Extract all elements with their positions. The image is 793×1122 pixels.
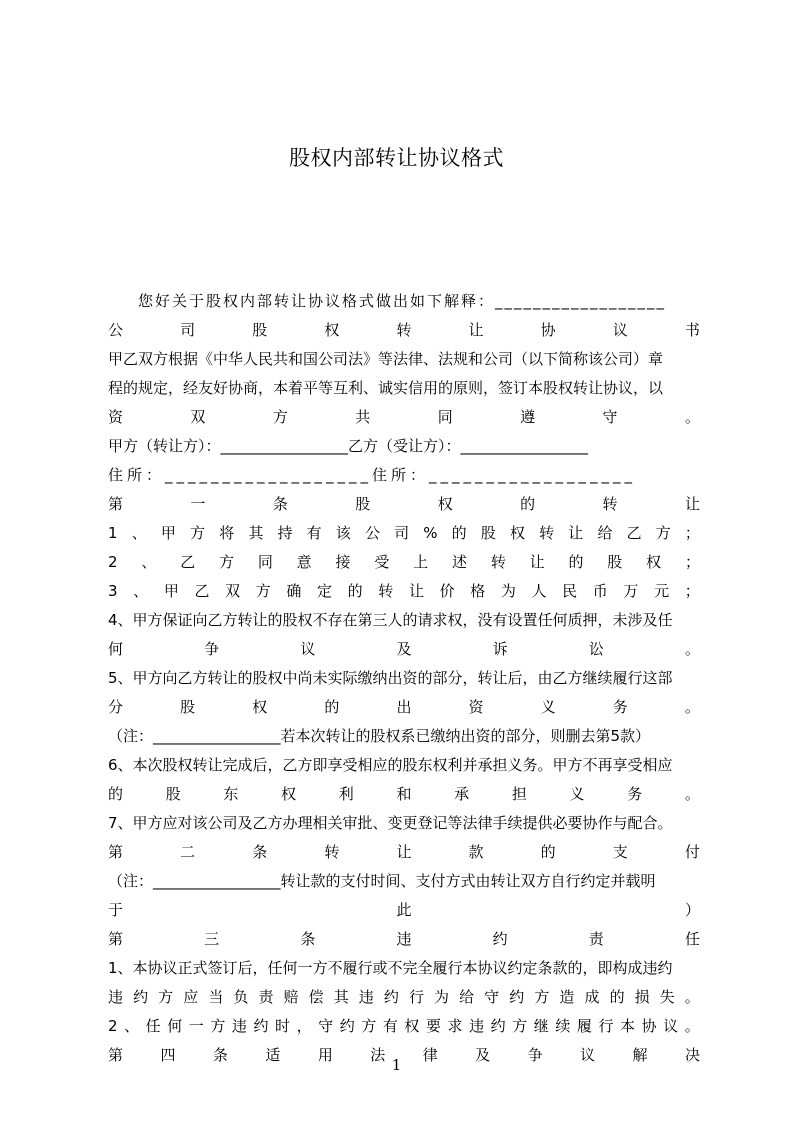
glyph: 权 (646, 553, 662, 571)
glyph: 争 (527, 1046, 543, 1064)
glyph: 损 (634, 988, 650, 1006)
glyph: 的 (108, 785, 124, 803)
glyph: 资 (468, 698, 484, 716)
glyph: 2 (108, 1017, 118, 1035)
glyph: 违 (231, 1017, 247, 1035)
glyph: 的 (451, 524, 467, 542)
glyph: 乙 (626, 524, 642, 542)
glyph: 三 (204, 930, 220, 948)
glyph: 义 (540, 698, 556, 716)
text-line: （注：_________________转让款的支付时间、支付方式由转让双方自行约定并载明 (108, 872, 656, 890)
text-line (108, 896, 700, 925)
glyph: 转 (324, 843, 340, 861)
glyph: 条 (212, 1046, 228, 1064)
glyph: 第 (108, 843, 124, 861)
text-line: （注：_________________若本次转让的股权系已缴纳出资的部分，则删去第5款） (108, 727, 651, 745)
glyph: 方 (219, 553, 235, 571)
glyph: 担 (511, 785, 527, 803)
glyph: 、 (131, 524, 147, 542)
document-title: 股权内部转让协议格式 (289, 146, 504, 170)
glyph: 、 (141, 553, 157, 571)
glyph: 的 (540, 843, 556, 861)
glyph: 股 (607, 553, 623, 571)
glyph: 失 (659, 988, 675, 1006)
glyph: 造 (559, 988, 575, 1006)
glyph: 时 (275, 1017, 291, 1035)
glyph: 约 (383, 988, 399, 1006)
glyph: 约 (509, 988, 525, 1006)
glyph: 分 (108, 698, 124, 716)
glyph: 务 (627, 785, 643, 803)
glyph: 双 (225, 582, 241, 600)
glyph: 四 (160, 1046, 176, 1064)
glyph: 。 (684, 988, 700, 1006)
text-line: 6、本次股权转让完成后，乙方即享受相应的股东权利并承担义务。甲方不再享受相应 (108, 756, 673, 774)
glyph: 让 (568, 524, 584, 542)
glyph: 权 (509, 524, 525, 542)
glyph: 甲 (160, 524, 176, 542)
glyph: 方 (512, 1017, 528, 1035)
glyph: 权 (281, 785, 297, 803)
glyph: 权 (437, 495, 453, 513)
glyph: 用 (317, 1046, 333, 1064)
glyph: 让 (468, 321, 484, 339)
glyph: 股 (252, 321, 268, 339)
glyph: 第 (108, 495, 124, 513)
glyph: 争 (204, 640, 220, 658)
glyph: 万 (623, 582, 639, 600)
glyph: 其 (248, 524, 264, 542)
glyph: 接 (335, 553, 351, 571)
glyph: 条 (272, 495, 288, 513)
glyph: 公 (108, 321, 124, 339)
text-line (108, 635, 700, 664)
glyph: 权 (252, 698, 268, 716)
glyph: 权 (404, 1017, 420, 1035)
text-line (108, 490, 700, 519)
glyph: 转 (539, 524, 555, 542)
glyph: 律 (422, 1046, 438, 1064)
glyph: 责 (258, 988, 274, 1006)
glyph: 讼 (588, 640, 604, 658)
text-line: 7、甲方应对该公司及乙方办理相关审批、变更登记等法律手续提供必要协作与配合。 (108, 814, 673, 832)
glyph: 上 (413, 553, 429, 571)
glyph: 守 (602, 408, 618, 426)
glyph: 何 (167, 1017, 183, 1035)
glyph: 。 (684, 408, 700, 426)
glyph: 承 (454, 785, 470, 803)
glyph: 和 (396, 785, 412, 803)
glyph: 及 (396, 640, 412, 658)
glyph: 双 (190, 408, 206, 426)
glyph: 付 (684, 843, 700, 861)
text-line (108, 1012, 700, 1041)
glyph: 述 (451, 553, 467, 571)
glyph: 条 (252, 843, 268, 861)
glyph: 本 (620, 1017, 636, 1035)
glyph: 有 (382, 1017, 398, 1035)
glyph: 议 (580, 1046, 596, 1064)
glyph: 继 (533, 1017, 549, 1035)
glyph: 要 (425, 1017, 441, 1035)
glyph: 义 (569, 785, 585, 803)
glyph: 约 (133, 988, 149, 1006)
glyph: 书 (684, 321, 700, 339)
glyph: 违 (108, 988, 124, 1006)
glyph: 务 (612, 698, 628, 716)
text-line (108, 780, 700, 809)
glyph: 司 (394, 524, 410, 542)
glyph: 将 (219, 524, 235, 542)
glyph: 币 (592, 582, 608, 600)
glyph: 让 (529, 553, 545, 571)
glyph: 诉 (492, 640, 508, 658)
glyph: 违 (358, 988, 374, 1006)
glyph: 方 (210, 1017, 226, 1035)
glyph: 司 (180, 321, 196, 339)
glyph: 民 (562, 582, 578, 600)
text-line (108, 925, 700, 954)
glyph: 其 (333, 988, 349, 1006)
glyph: 履 (576, 1017, 592, 1035)
glyph: 违 (396, 930, 412, 948)
glyph: 解 (632, 1046, 648, 1064)
glyph: 约 (339, 1017, 355, 1035)
glyph: 定 (317, 582, 333, 600)
glyph: 同 (437, 408, 453, 426)
glyph: 转 (378, 582, 394, 600)
glyph: 股 (355, 495, 371, 513)
glyph: 行 (408, 988, 424, 1006)
glyph: 约 (253, 1017, 269, 1035)
glyph: 遵 (520, 408, 536, 426)
glyph: 责 (588, 930, 604, 948)
glyph: 方 (361, 1017, 377, 1035)
text-line (108, 519, 700, 548)
text-line: 1、本协议正式签订后，任何一方不履行或不完全履行本协议约定条款的，即构成违约 (108, 959, 673, 977)
glyph: 东 (223, 785, 239, 803)
text-line: 甲方（转让方）：_________________乙方（受让方）：_________________ (108, 437, 589, 455)
glyph: 第 (108, 1046, 124, 1064)
glyph: 议 (300, 640, 316, 658)
glyph: 乙 (194, 582, 210, 600)
glyph: 为 (434, 988, 450, 1006)
text-line (108, 316, 700, 345)
glyph: 决 (684, 1046, 700, 1064)
glyph: 方 (272, 408, 288, 426)
text-line: 4、甲方保证向乙方转让的股权不存在第三人的请求权，没有设置任何质押，未涉及任 (108, 611, 673, 629)
glyph: 的 (520, 495, 536, 513)
text-line: 5、甲方向乙方转让的股权中尚未实际缴纳出资的部分，转让后，由乙方继续履行这部 (108, 669, 673, 687)
glyph: 价 (439, 582, 455, 600)
glyph: 任 (684, 930, 700, 948)
glyph: 转 (490, 553, 506, 571)
glyph: 第 (108, 930, 124, 948)
glyph: 。 (684, 785, 700, 803)
glyph: 一 (188, 1017, 204, 1035)
glyph: 、 (124, 1017, 140, 1035)
glyph: 公 (364, 524, 380, 542)
glyph: 。 (684, 1017, 700, 1035)
text-line (108, 403, 700, 432)
glyph: 有 (306, 524, 322, 542)
glyph: 方 (534, 988, 550, 1006)
glyph: 的 (324, 698, 340, 716)
glyph: 的 (609, 988, 625, 1006)
glyph: 款 (468, 843, 484, 861)
glyph: 1 (108, 524, 118, 542)
glyph: 乙 (180, 553, 196, 571)
glyph: 该 (335, 524, 351, 542)
text-line (108, 838, 700, 867)
glyph: 的 (568, 553, 584, 571)
glyph: 行 (598, 1017, 614, 1035)
glyph: 求 (447, 1017, 463, 1035)
glyph: 方 (255, 582, 271, 600)
glyph: 续 (555, 1017, 571, 1035)
glyph: 3 (108, 582, 118, 600)
glyph: 让 (408, 582, 424, 600)
glyph: % (423, 524, 438, 542)
glyph: 及 (475, 1046, 491, 1064)
glyph: 应 (183, 988, 199, 1006)
glyph: 偿 (308, 988, 324, 1006)
glyph: ； (684, 524, 700, 542)
glyph: 。 (684, 640, 700, 658)
glyph: 资 (108, 408, 124, 426)
glyph: 转 (396, 321, 412, 339)
glyph: 、 (133, 582, 149, 600)
glyph: 给 (459, 988, 475, 1006)
glyph: 确 (286, 582, 302, 600)
glyph: 给 (597, 524, 613, 542)
glyph: 元 (654, 582, 670, 600)
glyph: 方 (655, 524, 671, 542)
glyph: 一 (190, 495, 206, 513)
glyph: 协 (540, 321, 556, 339)
glyph: 股 (165, 785, 181, 803)
glyph: 的 (347, 582, 363, 600)
glyph: 支 (612, 843, 628, 861)
text-line (108, 983, 700, 1012)
glyph: 赔 (283, 988, 299, 1006)
glyph: 为 (500, 582, 516, 600)
glyph: 条 (300, 930, 316, 948)
glyph: 约 (490, 1017, 506, 1035)
glyph: 受 (374, 553, 390, 571)
glyph: 此 (396, 901, 412, 919)
glyph: ， (296, 1017, 312, 1035)
glyph: 转 (602, 495, 618, 513)
glyph: ； (684, 582, 700, 600)
text-line: 程的规定，经友好协商，本着平等互利、诚实信用的原则，签订本股权转让协议，以 (108, 379, 664, 397)
glyph: 负 (233, 988, 249, 1006)
text-line (108, 693, 700, 722)
glyph: 持 (277, 524, 293, 542)
glyph: 约 (492, 930, 508, 948)
glyph: 格 (470, 582, 486, 600)
glyph: 违 (469, 1017, 485, 1035)
text-line: 住所：__________________住所：__________________ (108, 466, 637, 484)
glyph: 让 (684, 495, 700, 513)
glyph: 议 (612, 321, 628, 339)
text-line: 您好关于股权内部转让协议格式做出如下解释：__________________ (138, 292, 667, 310)
glyph: 成 (584, 988, 600, 1006)
glyph: 出 (396, 698, 412, 716)
text-line (108, 548, 700, 577)
glyph: 任 (145, 1017, 161, 1035)
glyph: 二 (180, 843, 196, 861)
glyph: 股 (180, 698, 196, 716)
glyph: 守 (484, 988, 500, 1006)
glyph: 2 (108, 553, 118, 571)
glyph: 于 (108, 901, 124, 919)
text-line (108, 577, 700, 606)
glyph: ； (684, 553, 700, 571)
glyph: 共 (355, 408, 371, 426)
glyph: 股 (480, 524, 496, 542)
glyph: 议 (663, 1017, 679, 1035)
glyph: 方 (158, 988, 174, 1006)
glyph: 权 (324, 321, 340, 339)
glyph: 法 (370, 1046, 386, 1064)
glyph: 人 (531, 582, 547, 600)
glyph: 同 (257, 553, 273, 571)
document-body (108, 287, 700, 1070)
page-number: 1 (391, 1056, 402, 1074)
glyph: 守 (318, 1017, 334, 1035)
glyph: 适 (265, 1046, 281, 1064)
glyph: 何 (108, 640, 124, 658)
text-line: 甲乙双方根据《中华人民共和国公司法》等法律、法规和公司（以下简称该公司）章 (108, 350, 664, 368)
glyph: 甲 (163, 582, 179, 600)
glyph: 。 (684, 698, 700, 716)
glyph: 协 (641, 1017, 657, 1035)
glyph: ） (684, 901, 700, 919)
glyph: 方 (190, 524, 206, 542)
glyph: 意 (296, 553, 312, 571)
glyph: 利 (338, 785, 354, 803)
glyph: 当 (208, 988, 224, 1006)
glyph: 让 (396, 843, 412, 861)
